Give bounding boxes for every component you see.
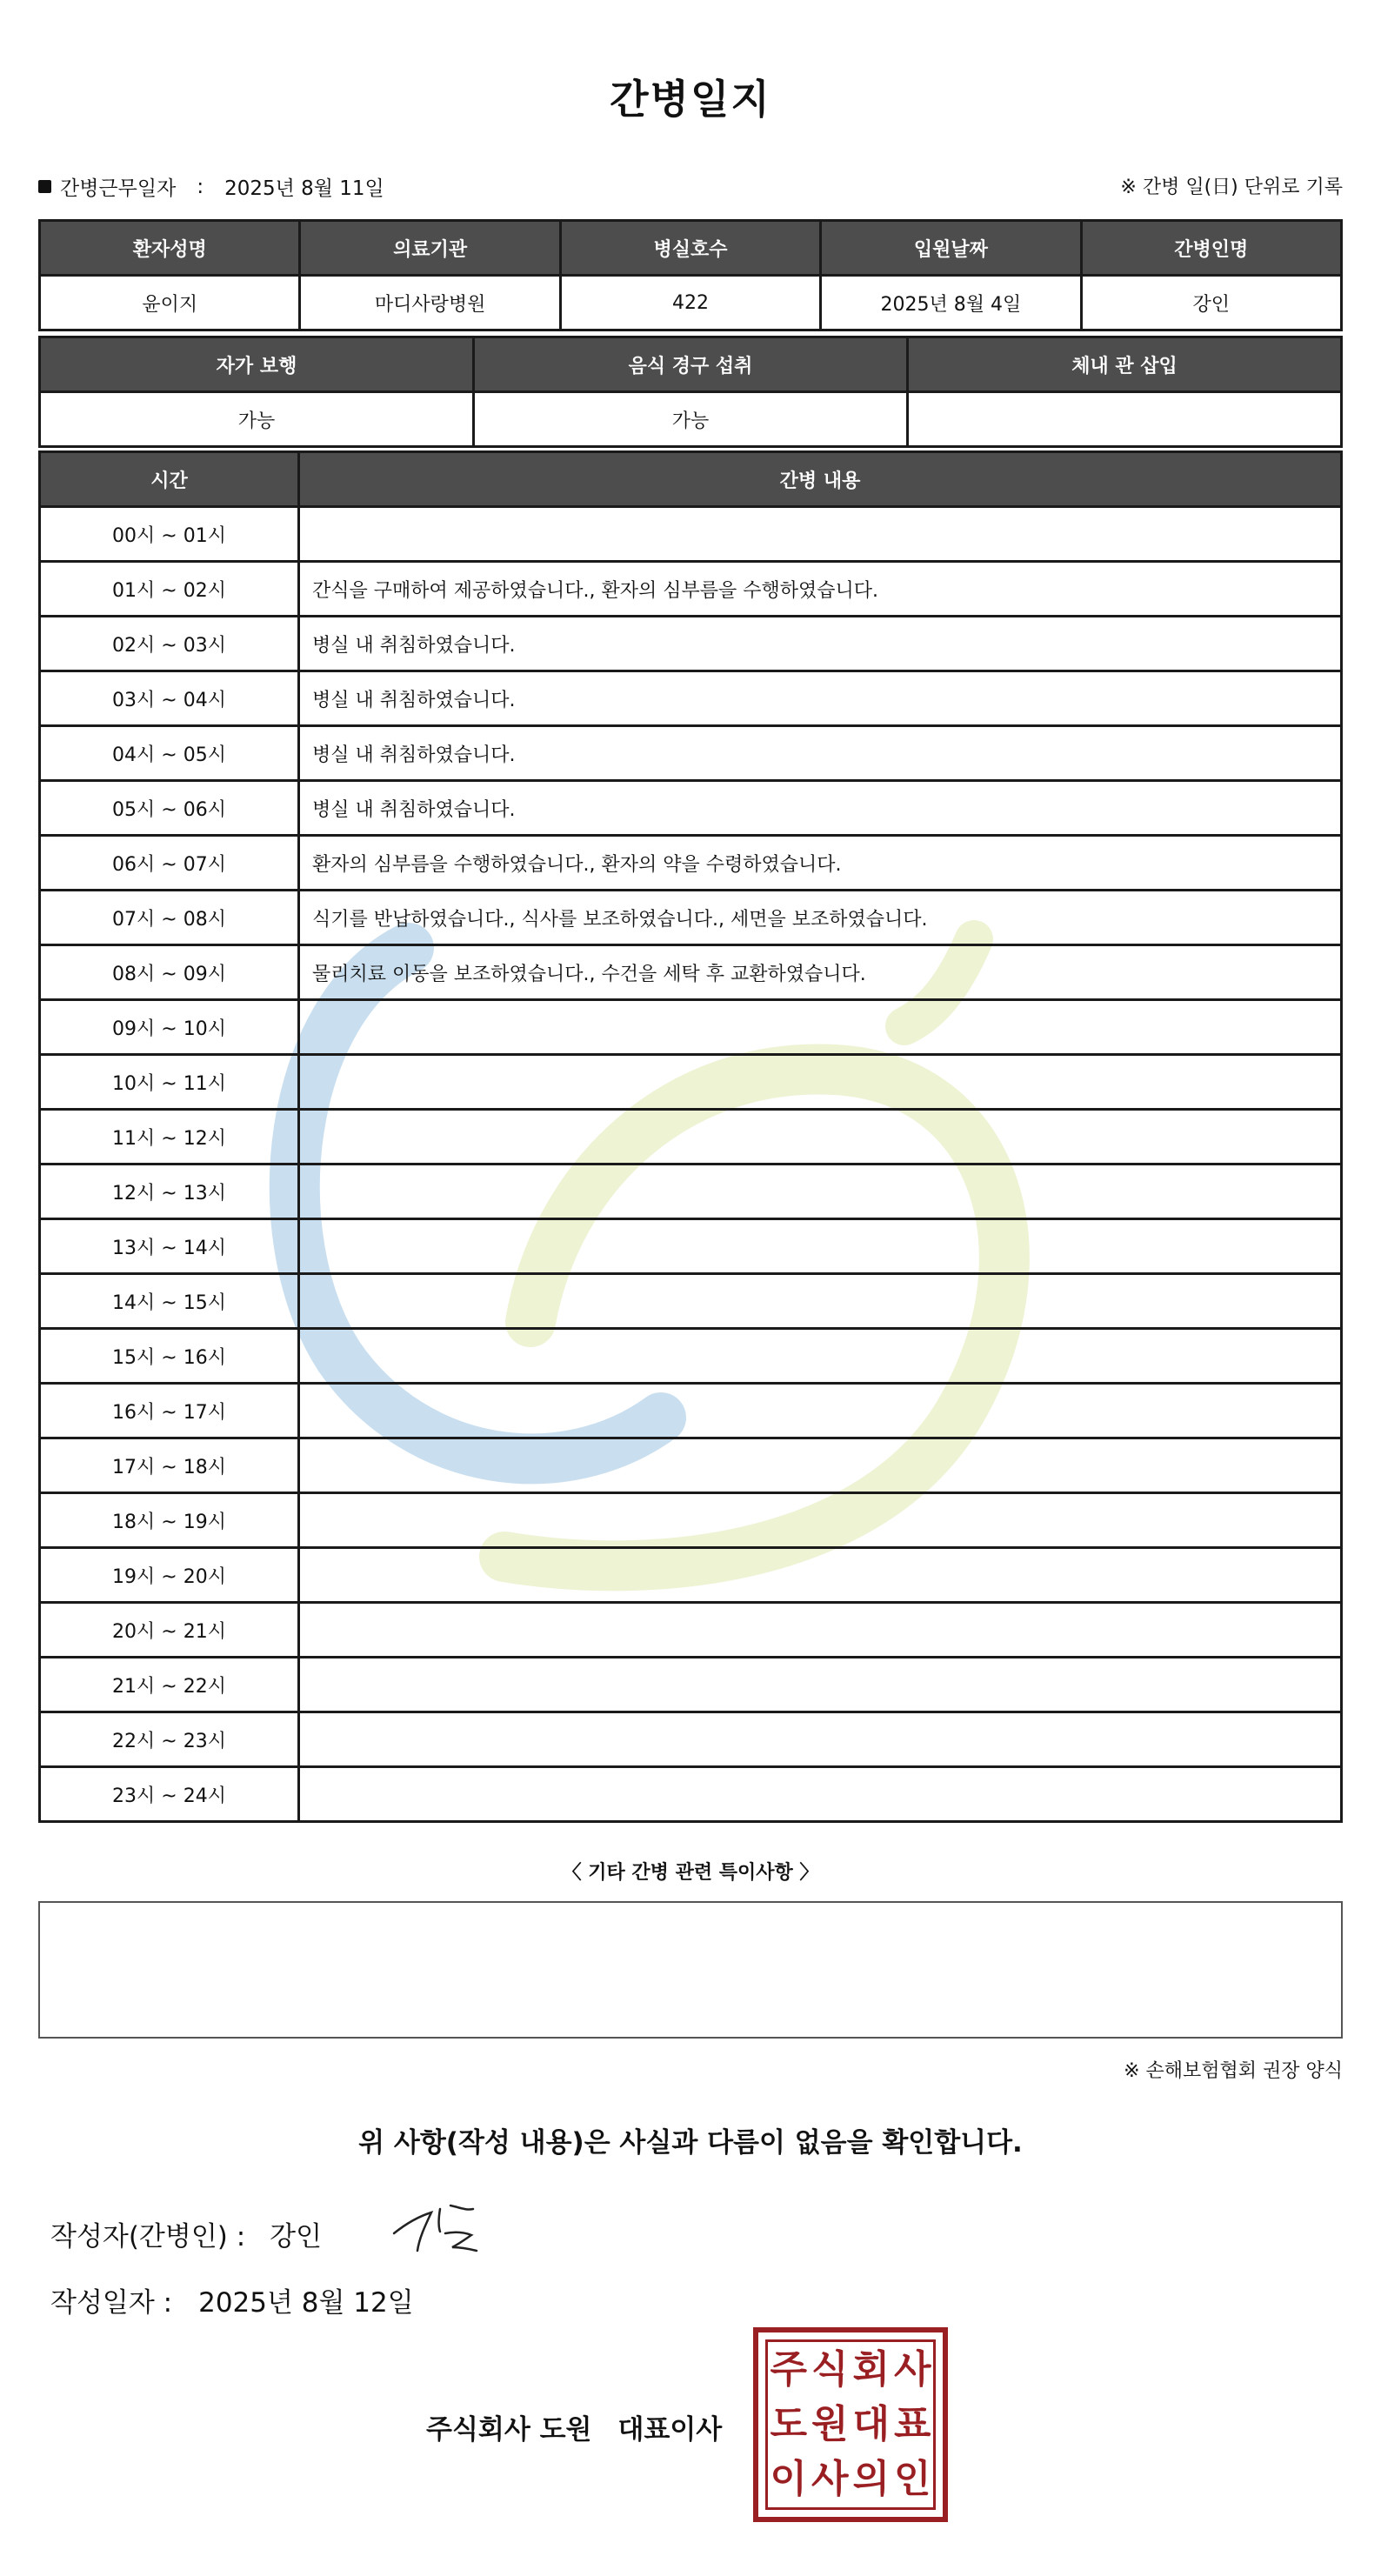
time-slot: 00시 ~ 01시 [40,507,299,562]
seal-char: 도 [770,2401,807,2446]
care-content [299,1055,1342,1110]
time-slot: 11시 ~ 12시 [40,1110,299,1165]
table-row [40,1658,1342,1712]
table-header-row [40,337,1342,392]
seal-char: 대 [852,2401,890,2446]
bullet-square-icon [38,180,51,193]
seal-char: 주 [770,2346,807,2392]
table-row [40,945,1342,1000]
patient-info-table [38,219,1343,331]
time-slot: 21시 ~ 22시 [40,1658,299,1712]
care-content: 병실 내 취침하였습니다. [299,671,1342,726]
care-content: 식기를 반납하였습니다., 식사를 보조하였습니다., 세면을 보조하였습니다. [299,891,1342,945]
time-slot: 05시 ~ 06시 [40,781,299,836]
record-unit-note: ※ 간병 일(日) 단위로 기록 [1120,177,1343,198]
table-row [40,1165,1342,1219]
care-content [299,1712,1342,1767]
care-content [299,1384,1342,1438]
time-slot: 16시 ~ 17시 [40,1384,299,1438]
table-header-row [40,221,1342,276]
seal-char: 원 [811,2401,849,2446]
company-seal-stamp [753,2327,948,2522]
care-content [299,1274,1342,1329]
table-row [40,836,1342,891]
seal-char: 회 [852,2346,890,2392]
care-content: 병실 내 취침하였습니다. [299,726,1342,781]
time-slot: 07시 ~ 08시 [40,891,299,945]
table-row [40,617,1342,671]
time-slot: 17시 ~ 18시 [40,1438,299,1493]
care-content: 병실 내 취침하였습니다. [299,617,1342,671]
care-content: 환자의 심부름을 수행하였습니다., 환자의 약을 수령하였습니다. [299,836,1342,891]
work-date-value: 2025년 8월 11일 [224,177,384,200]
signature-image [390,2197,494,2258]
recommend-note: ※ 손해보험협회 권장 양식 [1124,2060,1343,2082]
time-slot: 08시 ~ 09시 [40,945,299,1000]
header-patient-name: 환자성명 [40,221,300,276]
time-slot: 10시 ~ 11시 [40,1055,299,1110]
table-row [40,1274,1342,1329]
admission-date: 2025년 8월 4일 [821,276,1081,330]
company-name: 주식회사 도원 [426,2414,592,2446]
care-content [299,1658,1342,1712]
seal-char: 의 [852,2457,890,2502]
table-row [40,1438,1342,1493]
care-content [299,1493,1342,1548]
time-slot: 13시 ~ 14시 [40,1219,299,1274]
care-content [299,1438,1342,1493]
table-row [40,562,1342,617]
time-slot: 06시 ~ 07시 [40,836,299,891]
time-slot: 22시 ~ 23시 [40,1712,299,1767]
notes-box [38,1901,1343,2039]
written-date-line [50,2280,414,2319]
table-row [40,1329,1342,1384]
care-content [299,1110,1342,1165]
care-content: 간식을 구매하여 제공하였습니다., 환자의 심부름을 수행하였습니다. [299,562,1342,617]
care-log-body [40,507,1342,1822]
seal-char: 사 [893,2346,931,2392]
care-log-table [38,450,1343,1823]
table-row [40,276,1342,330]
time-slot: 04시 ~ 05시 [40,726,299,781]
table-row [40,1767,1342,1822]
care-content [299,507,1342,562]
time-slot: 12시 ~ 13시 [40,1165,299,1219]
seal-char: 인 [893,2457,931,2502]
self-walking-value: 가능 [40,392,474,447]
time-slot: 15시 ~ 16시 [40,1329,299,1384]
table-row [40,1000,1342,1055]
care-content: 병실 내 취침하였습니다. [299,781,1342,836]
header-care-content: 간병 내용 [299,452,1342,507]
table-row [40,392,1342,447]
room-number: 422 [560,276,820,330]
caregiver-name: 강인 [1081,276,1341,330]
table-row [40,1055,1342,1110]
header-self-walking: 자가 보행 [40,337,474,392]
header-admission-date: 입원날짜 [821,221,1081,276]
table-header-row [40,452,1342,507]
patient-status-table [38,336,1343,448]
seal-characters [765,2339,936,2510]
tube-insertion-value [908,392,1342,447]
time-slot: 02시 ~ 03시 [40,617,299,671]
header-room: 병실호수 [560,221,820,276]
table-row [40,781,1342,836]
oral-intake-value: 가능 [474,392,908,447]
table-row [40,1219,1342,1274]
care-content [299,1000,1342,1055]
table-row [40,1603,1342,1658]
work-date-separator: : [197,175,204,198]
written-date-label: 작성일자 : [50,2287,173,2319]
writer-name: 강인 [270,2221,323,2252]
care-content [299,1548,1342,1603]
time-slot: 18시 ~ 19시 [40,1493,299,1548]
seal-char: 이 [770,2457,807,2502]
table-row [40,1384,1342,1438]
table-row [40,891,1342,945]
header-hospital: 의료기관 [300,221,560,276]
seal-char: 식 [811,2346,849,2392]
hospital-name: 마디사랑병원 [300,276,560,330]
care-content: 물리치료 이동을 보조하였습니다., 수건을 세탁 후 교환하였습니다. [299,945,1342,1000]
notes-title: 〈 기타 간병 관련 특이사항 〉 [562,1862,819,1884]
page-title: 간병일지 [610,76,771,123]
table-row [40,507,1342,562]
table-row [40,1712,1342,1767]
header-tube-insertion: 체내 관 삽입 [908,337,1342,392]
time-slot: 09시 ~ 10시 [40,1000,299,1055]
care-content [299,1165,1342,1219]
care-content [299,1219,1342,1274]
time-slot: 19시 ~ 20시 [40,1548,299,1603]
time-slot: 03시 ~ 04시 [40,671,299,726]
care-content [299,1767,1342,1822]
table-row [40,1493,1342,1548]
representative-title: 대표이사 [617,2414,723,2446]
table-row [40,726,1342,781]
work-date-label: 간병근무일자 [60,177,177,200]
written-date-value: 2025년 8월 12일 [198,2287,414,2319]
table-row [40,1110,1342,1165]
table-row [40,671,1342,726]
patient-name: 윤이지 [40,276,300,330]
time-slot: 23시 ~ 24시 [40,1767,299,1822]
work-date [38,172,384,201]
header-oral-intake: 음식 경구 섭취 [474,337,908,392]
header-time: 시간 [40,452,299,507]
confirmation-statement: 위 사항(작성 내용)은 사실과 다름이 없음을 확인합니다. [358,2127,1023,2159]
seal-char: 표 [893,2401,931,2446]
writer-line [50,2214,322,2253]
header-caregiver-name: 간병인명 [1081,221,1341,276]
care-content [299,1603,1342,1658]
care-content [299,1329,1342,1384]
table-row [40,1548,1342,1603]
time-slot: 20시 ~ 21시 [40,1603,299,1658]
company-line [426,2407,722,2446]
writer-label: 작성자(간병인) : [50,2221,246,2252]
time-slot: 14시 ~ 15시 [40,1274,299,1329]
time-slot: 01시 ~ 02시 [40,562,299,617]
seal-char: 사 [811,2457,849,2502]
